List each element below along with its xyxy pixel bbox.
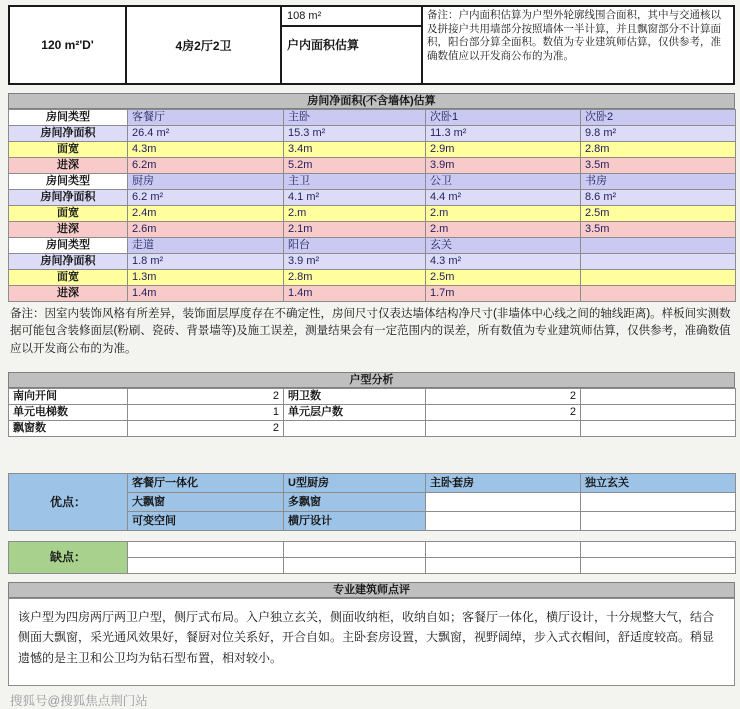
- room-depth-cell: 2.1m: [284, 222, 426, 238]
- room-width-cell: 3.4m: [284, 142, 426, 158]
- room-depth-cell: 1.4m: [284, 286, 426, 302]
- empty-cell: [426, 492, 581, 511]
- row-label-width: 面宽: [9, 206, 128, 222]
- room-area-row: [9, 126, 736, 142]
- analysis-label: 单元电梯数: [9, 404, 128, 420]
- room-area-cell: [581, 254, 736, 270]
- room-depth-cell: 3.5m: [581, 158, 736, 174]
- room-type-row: [9, 238, 736, 254]
- room-name-cell: 客餐厅: [128, 110, 284, 126]
- pros-item-cell: 可变空间: [128, 511, 284, 530]
- room-depth-row: [9, 286, 736, 302]
- room-width-cell: 2.5m: [426, 270, 581, 286]
- row-label-area: 房间净面积: [9, 126, 128, 142]
- room-area-cell: 11.3 m²: [426, 126, 581, 142]
- analysis-value: 1: [128, 404, 284, 420]
- cons-cell: [284, 557, 426, 573]
- analysis-value: 2: [426, 388, 581, 404]
- room-name-cell: 书房: [581, 174, 736, 190]
- analysis-label: 明卫数: [284, 388, 426, 404]
- inner-area-cell: [282, 7, 423, 83]
- cons-table: [8, 541, 736, 574]
- room-area-row: [9, 254, 736, 270]
- room-type-row: [9, 110, 736, 126]
- review-title: 专业建筑师点评: [8, 582, 735, 598]
- room-name-cell: 阳台: [284, 238, 426, 254]
- analysis-value: 2: [426, 404, 581, 420]
- room-width-cell: 1.3m: [128, 270, 284, 286]
- inner-area-label: 户内面积估算: [287, 38, 360, 52]
- room-area-cell: 1.8 m²: [128, 254, 284, 270]
- room-width-cell: [581, 270, 736, 286]
- cons-cell: [426, 557, 581, 573]
- analysis-label: 单元层户数: [284, 404, 426, 420]
- analysis-title: 户型分析: [8, 372, 735, 388]
- room-depth-cell: 6.2m: [128, 158, 284, 174]
- empty-cell: [581, 420, 736, 436]
- room-area-row: [9, 190, 736, 206]
- cons-cell: [581, 541, 736, 557]
- room-name-cell: 次卧2: [581, 110, 736, 126]
- room-depth-cell: 2.6m: [128, 222, 284, 238]
- room-area-cell: 15.3 m²: [284, 126, 426, 142]
- room-area-cell: 6.2 m²: [128, 190, 284, 206]
- cons-cell: [128, 557, 284, 573]
- empty-cell: [426, 511, 581, 530]
- unit-area: 120 m²'D': [10, 7, 127, 83]
- empty-cell: [581, 404, 736, 420]
- row-label-type: 房间类型: [9, 238, 128, 254]
- room-width-row: [9, 270, 736, 286]
- room-depth-row: [9, 158, 736, 174]
- pros-item-cell: U型厨房: [284, 473, 426, 492]
- row-label-area: 房间净面积: [9, 190, 128, 206]
- analysis-label: 南向开间: [9, 388, 128, 404]
- room-name-cell: 厨房: [128, 174, 284, 190]
- row-label-width: 面宽: [9, 270, 128, 286]
- analysis-table: [8, 388, 736, 437]
- analysis-row: [9, 388, 736, 404]
- room-area-cell: 4.1 m²: [284, 190, 426, 206]
- room-depth-cell: 3.5m: [581, 222, 736, 238]
- room-depth-cell: [581, 286, 736, 302]
- room-area-cell: 9.8 m²: [581, 126, 736, 142]
- unit-layout: 4房2厅2卫: [127, 7, 282, 83]
- pros-item-cell: 客餐厅一体化: [128, 473, 284, 492]
- analysis-value: 2: [128, 388, 284, 404]
- pros-table: [8, 473, 736, 531]
- room-table-title: 房间净面积(不含墙体)估算: [8, 93, 735, 109]
- analysis-label: 飘窗数: [9, 420, 128, 436]
- room-name-cell: [581, 238, 736, 254]
- row-label-type: 房间类型: [9, 174, 128, 190]
- room-name-cell: 走道: [128, 238, 284, 254]
- cons-cell: [581, 557, 736, 573]
- room-area-cell: 3.9 m²: [284, 254, 426, 270]
- room-name-cell: 主卧: [284, 110, 426, 126]
- analysis-label: [284, 420, 426, 436]
- pros-item-cell: 多飘窗: [284, 492, 426, 511]
- pros-item-cell: 大飘窗: [128, 492, 284, 511]
- row-label-depth: 进深: [9, 222, 128, 238]
- room-name-cell: 玄关: [426, 238, 581, 254]
- room-area-cell: 26.4 m²: [128, 126, 284, 142]
- room-depth-cell: 2.m: [426, 222, 581, 238]
- pros-item-cell: 主卧套房: [426, 473, 581, 492]
- empty-cell: [581, 511, 736, 530]
- analysis-value: [426, 420, 581, 436]
- cons-cell: [284, 541, 426, 557]
- header-remark: 备注：户内面积估算为户型外轮廓线围合面积，其中与交通核以及拼接户共用墙部分按照墙体一半计算，并且飘窗部分不计算面积，阳台部分算全面积。数值为专业建筑师估算，仅供参考，准确数值应以开发商公布的为准。: [427, 9, 721, 62]
- analysis-value: 2: [128, 420, 284, 436]
- room-area-cell: 4.4 m²: [426, 190, 581, 206]
- cons-cell: [128, 541, 284, 557]
- empty-cell: [581, 388, 736, 404]
- room-width-cell: 2.9m: [426, 142, 581, 158]
- room-name-cell: 公卫: [426, 174, 581, 190]
- room-depth-cell: 5.2m: [284, 158, 426, 174]
- cons-label: 缺点：: [9, 541, 128, 573]
- room-width-cell: 2.m: [284, 206, 426, 222]
- room-width-cell: 2.m: [426, 206, 581, 222]
- room-name-cell: 次卧1: [426, 110, 581, 126]
- room-area-cell: 4.3 m²: [426, 254, 581, 270]
- row-label-depth: 进深: [9, 286, 128, 302]
- room-width-row: [9, 206, 736, 222]
- room-type-row: [9, 174, 736, 190]
- empty-cell: [581, 492, 736, 511]
- row-label-width: 面宽: [9, 142, 128, 158]
- room-depth-cell: 1.7m: [426, 286, 581, 302]
- pros-label: 优点：: [9, 473, 128, 530]
- room-width-cell: 2.8m: [581, 142, 736, 158]
- inner-area-value: 108 m²: [282, 7, 421, 27]
- measurement-note: 备注：因室内装饰风格有所差异，装饰面层厚度存在不确定性，房间尺寸仅表达墙体结构净尺寸(非墙体中心线之间的轴线距离)。样板间实测数据可能包含装修面层(粉刷、瓷砖、背景墙等)及施工误差，测量结果会有一定范围内的误差，所有数值为专业建筑师估算，仅供参考，准确数值应以开发商公布的为准。: [10, 308, 731, 355]
- analysis-row: [9, 420, 736, 436]
- room-width-row: [9, 142, 736, 158]
- room-width-cell: 4.3m: [128, 142, 284, 158]
- analysis-row: [9, 404, 736, 420]
- room-depth-cell: 1.4m: [128, 286, 284, 302]
- row-label-depth: 进深: [9, 158, 128, 174]
- room-name-cell: 主卫: [284, 174, 426, 190]
- pros-row: [9, 473, 736, 492]
- summary-table: [8, 5, 735, 85]
- room-depth-row: [9, 222, 736, 238]
- pros-item-cell: 横厅设计: [284, 511, 426, 530]
- row-label-type: 房间类型: [9, 110, 128, 126]
- row-label-area: 房间净面积: [9, 254, 128, 270]
- room-area-cell: 8.6 m²: [581, 190, 736, 206]
- room-depth-cell: 3.9m: [426, 158, 581, 174]
- room-width-cell: 2.5m: [581, 206, 736, 222]
- room-width-cell: 2.4m: [128, 206, 284, 222]
- cons-row: [9, 541, 736, 557]
- room-width-cell: 2.8m: [284, 270, 426, 286]
- architect-review: 该户型为四房两厅两卫户型，侧厅式布局。入户独立玄关，侧面收纳柜，收纳自如；客餐厅一体化，横厅设计，十分规整大气，结合侧面大飘窗，采光通风效果好，餐厨对位关系好，开合自如。主卧套房设置，大飘窗，视野阔绰，步入式衣帽间，舒适度较高。稍显遗憾的是主卫和公卫均为钻石型布置，相对较小。: [8, 598, 735, 686]
- cons-cell: [426, 541, 581, 557]
- room-area-table: [8, 109, 736, 302]
- pros-item-cell: 独立玄关: [581, 473, 736, 492]
- watermark: 搜狐号@搜狐焦点荆门站: [10, 693, 148, 708]
